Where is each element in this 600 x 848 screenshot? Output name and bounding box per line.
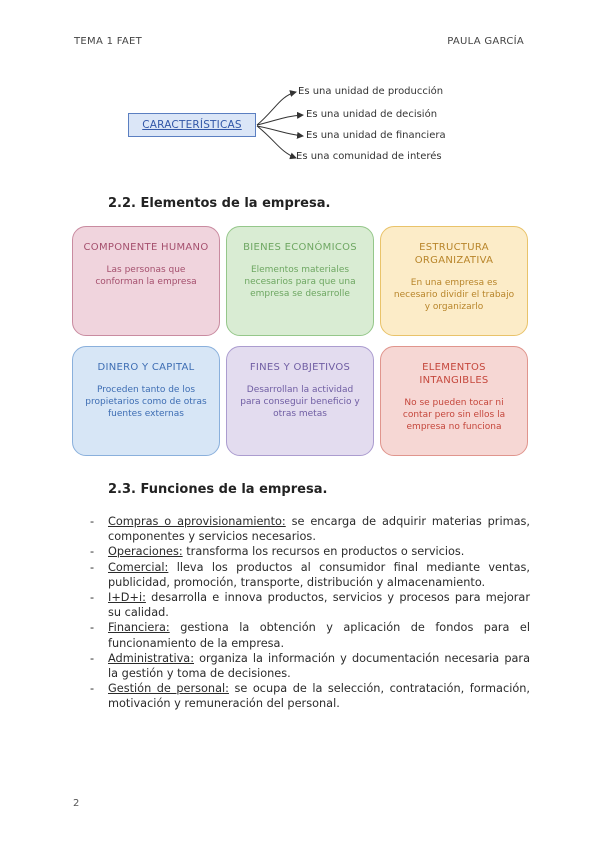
- function-term: Compras o aprovisionamiento:: [108, 515, 286, 528]
- page-number: 2: [73, 798, 80, 809]
- characteristics-box: CARACTERÍSTICAS: [128, 113, 256, 137]
- function-term: Gestión de personal:: [108, 682, 229, 696]
- bullet-dash: -: [90, 591, 95, 605]
- function-term: I+D+i:: [108, 591, 146, 605]
- function-term: Comercial:: [108, 560, 169, 574]
- card-title: ESTRUCTURA ORGANIZATIVA: [414, 242, 494, 266]
- characteristic-item: Es una unidad de decisión: [306, 109, 438, 120]
- bullet-dash: -: [90, 621, 95, 635]
- bullet-dash: -: [90, 560, 95, 574]
- element-card-elementos-intangibles: [380, 346, 528, 456]
- card-title: BIENES ECONÓMICOS: [243, 242, 357, 253]
- list-item: [90, 681, 530, 711]
- element-card-estructura-organizativa: [380, 226, 528, 336]
- header-right: PAULA GARCÍA: [447, 36, 524, 47]
- card-description: Proceden tanto de los propietarios como de otras fuentes externas: [85, 385, 207, 419]
- function-text: se ocupa de la selección, contratación, formación, motivación y remuneración del personal.: [108, 682, 530, 711]
- card-description: Las personas que conforman la empresa: [95, 265, 197, 287]
- characteristic-item: Es una comunidad de interés: [296, 151, 442, 162]
- element-card-fines-objetivos: [226, 346, 374, 456]
- characteristic-item: Es una unidad de financiera: [306, 130, 446, 141]
- function-term: Financiera:: [108, 621, 170, 635]
- bullet-dash: -: [90, 515, 95, 528]
- list-item: [90, 544, 530, 559]
- function-text: transforma los recursos en productos o servicios.: [182, 545, 465, 559]
- bullet-dash: -: [90, 651, 95, 665]
- function-text: desarrolla e innova productos, servicios y procesos para mejorar su calidad.: [108, 591, 530, 620]
- list-item: [90, 560, 530, 590]
- function-term: Operaciones:: [108, 545, 183, 559]
- card-title: FINES Y OBJETIVOS: [249, 362, 351, 373]
- element-card-dinero-capital: [72, 346, 220, 456]
- card-title: COMPONENTE HUMANO: [83, 242, 209, 253]
- function-text: gestiona la obtención y aplicación de fondos para el funcionamiento de la empresa.: [108, 621, 530, 650]
- function-text: se encarga de adquirir materias primas, componentes y servicios necesarios.: [108, 515, 530, 544]
- element-card-bienes-economicos: [226, 226, 374, 336]
- card-description: Desarrollan la actividad para conseguir beneficio y otras metas: [240, 385, 360, 419]
- header-left: TEMA 1 FAET: [74, 36, 143, 47]
- list-item: [90, 620, 530, 650]
- characteristics-diagram: [0, 80, 600, 170]
- element-card-componente-humano: [72, 226, 220, 336]
- functions-list: [90, 514, 530, 712]
- list-item: [90, 590, 530, 620]
- characteristic-item: Es una unidad de producción: [298, 86, 444, 97]
- bullet-dash: -: [90, 682, 95, 696]
- function-text: lleva los productos al consumidor final mediante ventas, publicidad, promoción, transporte, distribución y almacenamiento.: [108, 560, 530, 589]
- section-title-functions: 2.3. Funciones de la empresa.: [108, 482, 328, 497]
- list-item: [90, 651, 530, 681]
- function-text: organiza la información y documentación necesaria para la gestión y toma de decisiones.: [108, 651, 530, 681]
- card-description: No se pueden tocar ni contar pero sin ellos la empresa no funciona: [402, 398, 506, 432]
- card-title: ELEMENTOS INTANGIBLES: [419, 362, 489, 386]
- card-description: Elementos materiales necesarios para que una empresa se desarrolle: [244, 265, 356, 299]
- section-title-elements: 2.2. Elementos de la empresa.: [108, 196, 331, 211]
- card-description: En una empresa es necesario dividir el trabajo y organizarlo: [393, 278, 515, 312]
- list-item: [90, 514, 530, 544]
- function-term: Administrativa:: [108, 651, 195, 665]
- card-title: DINERO Y CAPITAL: [97, 362, 195, 373]
- bullet-dash: -: [90, 545, 95, 559]
